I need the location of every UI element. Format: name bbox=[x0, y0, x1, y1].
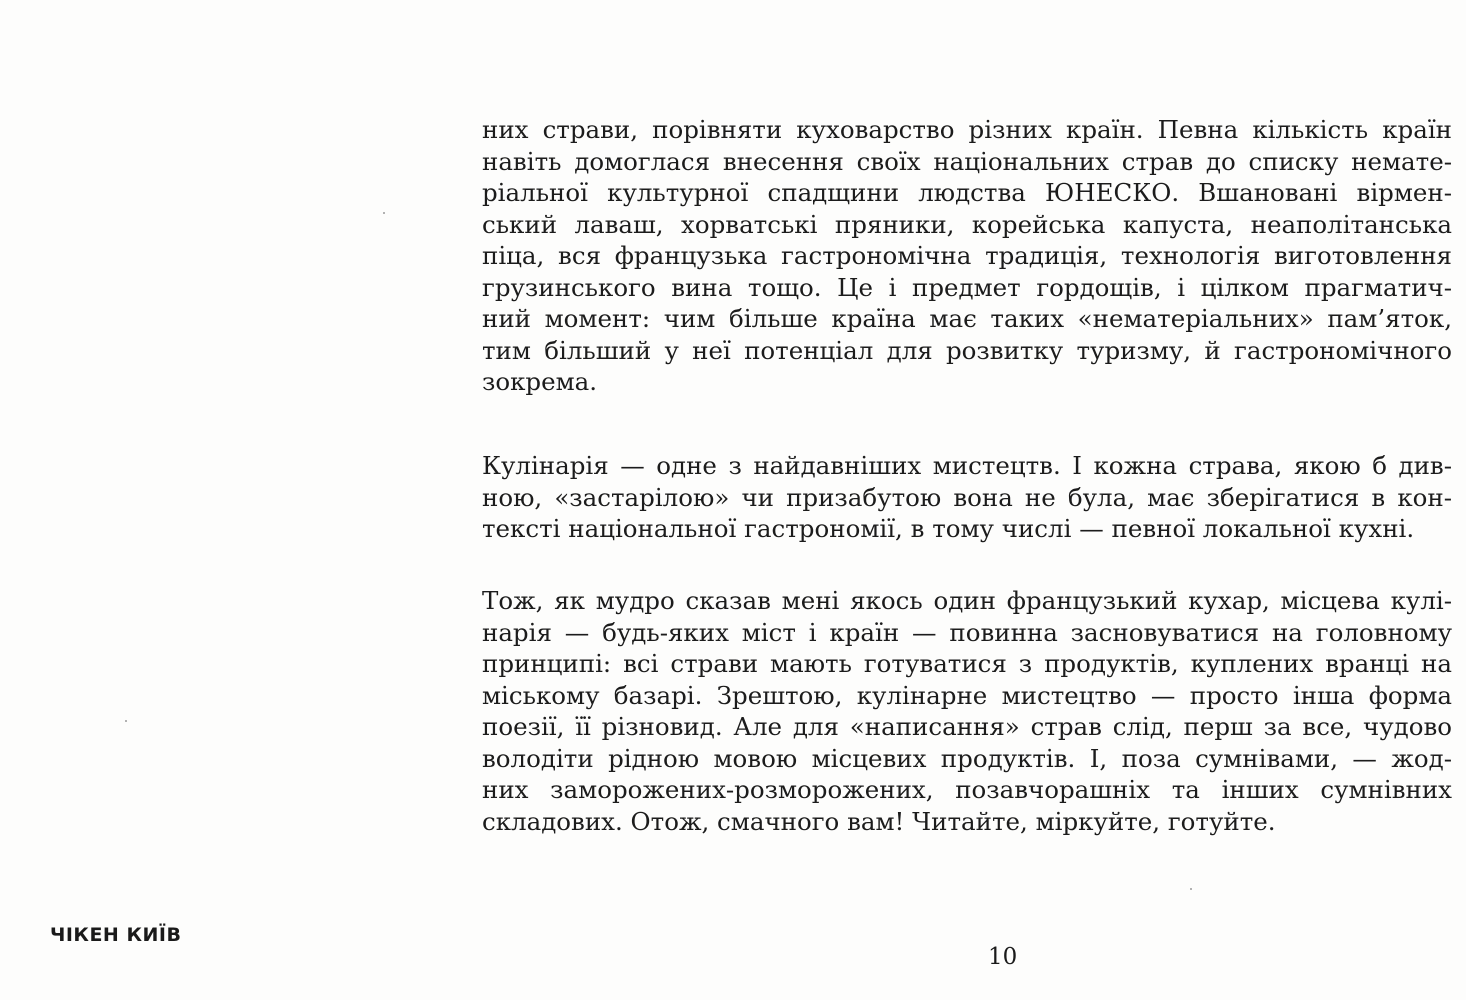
scan-speck bbox=[383, 212, 385, 214]
scan-speck bbox=[125, 720, 127, 722]
text-line: ріальної культурної спадщини людства ЮНЕСКО. Вшановані вірмен- bbox=[482, 178, 1452, 207]
text-line: них заморожених-розморожених, позавчорашніх та інших сумнівних bbox=[482, 775, 1452, 804]
scan-speck bbox=[1190, 888, 1192, 890]
text-line: міському базарі. Зрештою, кулінарне мистецтво — просто інша форма bbox=[482, 680, 1452, 710]
text-line: володіти рідною мовою місцевих продуктів. І, поза сумнівами, — жод- bbox=[482, 743, 1452, 773]
paragraph-2 bbox=[482, 450, 1452, 545]
text-line: ний момент: чим більше країна має таких «нематеріальних» пам’яток, bbox=[482, 304, 1452, 333]
text-line: принципі: всі страви мають готуватися з продуктів, куплених вранці на bbox=[482, 649, 1452, 678]
page-number: 10 bbox=[988, 944, 1018, 970]
text-line: них страви, порівняти куховарство різних країн. Певна кількість країн bbox=[482, 115, 1452, 144]
paragraph-1 bbox=[482, 114, 1452, 398]
text-line: Кулінарія — одне з найдавніших мистецтв. І кожна страва, якою б див- bbox=[482, 451, 1452, 480]
text-line: піца, вся французька гастрономічна традиція, технологія виготовлення bbox=[482, 241, 1452, 270]
text-line: ський лаваш, хорватські пряники, корейська капуста, неаполітанська bbox=[482, 209, 1452, 239]
text-line: тексті національної гастрономії, в тому числі — певної локальної кухні. bbox=[482, 514, 1415, 543]
text-line: тим більший у неї потенціал для розвитку туризму, й гастрономічного bbox=[482, 335, 1452, 365]
text-line: Тож, як мудро сказав мені якось один французький кухар, місцева кулі- bbox=[482, 586, 1452, 615]
text-line: поезії, її різновид. Але для «написання» страв слід, перш за все, чудово bbox=[482, 712, 1452, 741]
text-line: грузинського вина тощо. Це і предмет гордощів, і цілком прагматич- bbox=[482, 272, 1452, 302]
running-footer-title: ЧІКЕН КИЇВ bbox=[50, 924, 182, 946]
text-line: ною, «застарілою» чи призабутою вона не була, має зберігатися в кон- bbox=[482, 482, 1452, 512]
text-line: складових. Отож, смачного вам! Читайте, міркуйте, готуйте. bbox=[482, 806, 1276, 836]
paragraph-3 bbox=[482, 585, 1452, 837]
text-line: навіть домоглася внесення своїх національних страв до списку немате- bbox=[482, 146, 1452, 176]
text-line: зокрема. bbox=[482, 367, 598, 396]
text-line: нарія — будь-яких міст і країн — повинна засновуватися на головному bbox=[482, 617, 1452, 647]
